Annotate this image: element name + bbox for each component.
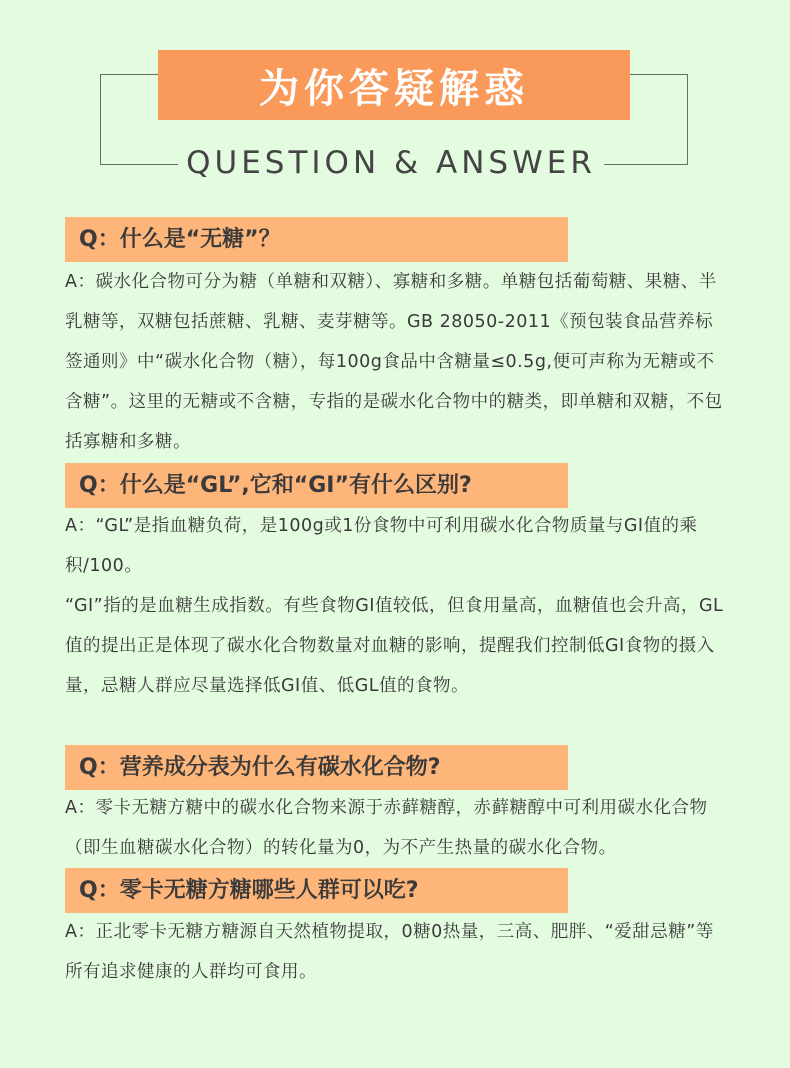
- answer-2-part-2: “GI”指的是血糖生成指数。有些食物GI值较低，但食用量高，血糖值也会升高，GL值的提出正是体现了碳水化合物数量对血糖的影响，提醒我们控制低GI食物的摄入量，忌糖人群应尽量选择低GI值、低GL值的食物。: [65, 596, 724, 696]
- answer-3: A：零卡无糖方糖中的碳水化合物来源于赤藓糖醇，赤藓糖醇中可利用碳水化合物（即生血糖碳水化合物）的转化量为0，为不产生热量的碳水化合物。: [65, 798, 708, 858]
- page-subtitle: QUESTION & ANSWER: [186, 145, 596, 181]
- question-3: Q：营养成分表为什么有碳水化合物?: [65, 745, 568, 790]
- question-1: Q：什么是“无糖”？: [65, 217, 568, 262]
- question-4: Q：零卡无糖方糖哪些人群可以吃?: [65, 868, 568, 913]
- page-title: 为你答疑解惑: [158, 50, 630, 120]
- answer-2-part-1: A：“GL”是指血糖负荷，是100g或1份食物中可利用碳水化合物质量与GI值的乘积/100。: [65, 516, 698, 576]
- question-2: Q：什么是“GL”,它和“GI”有什么区别?: [65, 463, 568, 508]
- header-frame-line-left: [100, 164, 178, 165]
- answer-1: A：碳水化合物可分为糖（单糖和双糖）、寡糖和多糖。单糖包括葡萄糖、果糖、半乳糖等，双糖包括蔗糖、乳糖、麦芽糖等。GB 28050-2011《预包装食品营养标签通则》中“碳水化合物（糖），每100g食品中含糖量≤0.5g,便可声称为无糖或不含糖”。这里的无糖或不含糖，专指的是碳水化合物中的糖类，即单糖和双糖，不包括寡糖和多糖。: [65, 272, 723, 452]
- answer-4: A：正北零卡无糖方糖源自天然植物提取，0糖0热量，三高、肥胖、“爱甜忌糖”等所有追求健康的人群均可食用。: [65, 922, 714, 982]
- header-frame-line-right: [604, 164, 687, 165]
